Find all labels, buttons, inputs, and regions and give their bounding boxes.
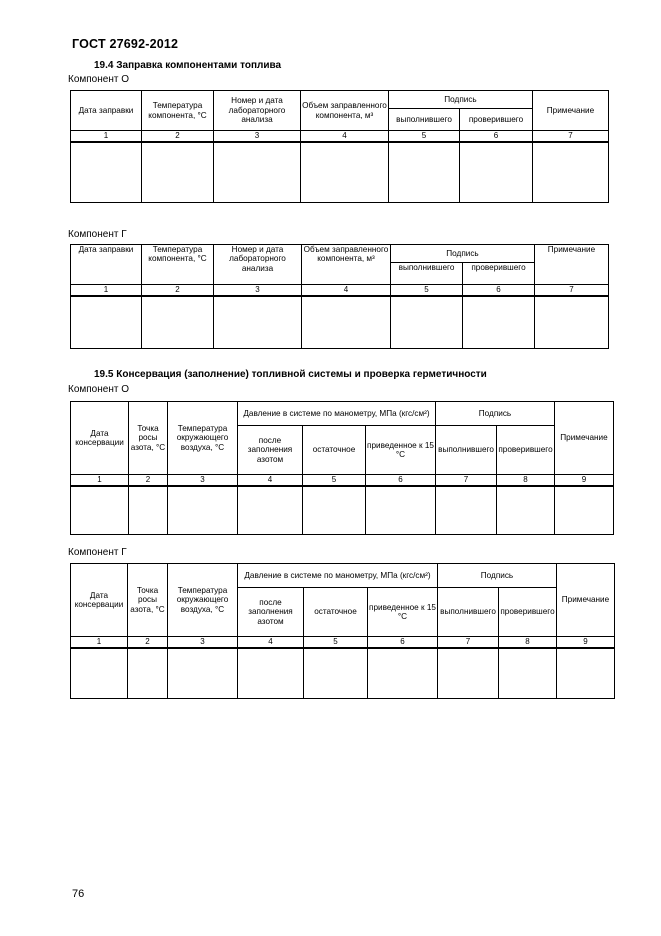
entry-cell[interactable] [389,142,460,202]
entry-cell[interactable] [438,648,499,698]
col-number: 3 [168,637,238,649]
table-row [71,142,609,202]
col-number: 2 [142,285,214,297]
entry-cell[interactable] [214,142,301,202]
col-number: 6 [463,285,535,297]
col-number: 5 [303,475,366,487]
entry-cell[interactable] [368,648,438,698]
table-row [71,296,609,348]
entry-cell[interactable] [533,142,609,202]
section-19-4-title: 19.4 Заправка компонентами топлива [94,60,282,71]
col-header-residual: остаточное [303,426,366,475]
col-header-volume: Объем заправленного компонента, м³ [302,245,391,285]
entry-cell[interactable] [301,142,389,202]
col-number: 8 [499,637,557,649]
col-header-signature: Подпись [438,564,557,588]
col-header-signature: Подпись [391,245,535,263]
col-header-temperature: Температура компонента, °С [142,91,214,131]
col-header-note: Примечание [557,564,615,637]
col-number: 4 [302,285,391,297]
entry-cell[interactable] [391,296,463,348]
col-header-after-fill: после заполнения азотом [238,426,303,475]
col-header-ambient-temp: Температура окружающего воздуха, °С [168,564,238,637]
component-o-label-2: Компонент О [68,384,129,395]
col-number: 5 [304,637,368,649]
col-number: 3 [168,475,238,487]
entry-cell[interactable] [499,648,557,698]
entry-cell[interactable] [238,486,303,534]
col-number: 7 [436,475,497,487]
entry-cell[interactable] [129,486,168,534]
col-number: 4 [238,475,303,487]
col-number: 7 [535,285,609,297]
section-19-5-title: 19.5 Консервация (заполнение) топливной системы и проверка герметичности [94,369,487,380]
col-number: 3 [214,131,301,143]
col-header-note: Примечание [535,245,609,285]
col-number: 1 [71,131,142,143]
entry-cell[interactable] [303,486,366,534]
entry-cell[interactable] [142,296,214,348]
col-number: 6 [460,131,533,143]
col-number: 5 [389,131,460,143]
page-number: 76 [72,888,85,900]
col-header-checker: проверившего [460,109,533,131]
col-number: 2 [129,475,168,487]
col-number: 6 [368,637,438,649]
col-number: 2 [128,637,168,649]
col-header-analysis: Номер и дата лабораторного анализа [214,91,301,131]
col-number: 5 [391,285,463,297]
col-number: 2 [142,131,214,143]
col-header-pressure: Давление в системе по манометру, МПа (кгс/см²) [238,402,436,426]
entry-cell[interactable] [304,648,368,698]
col-header-analysis: Номер и дата лабораторного анализа [214,245,302,285]
entry-cell[interactable] [366,486,436,534]
col-header-performer: выполнившего [438,588,499,637]
entry-cell[interactable] [71,142,142,202]
table-row [71,648,615,698]
col-header-temperature: Температура компонента, °С [142,245,214,285]
table-row [71,486,614,534]
col-header-checker: проверившего [463,263,535,285]
col-header-checker: проверившего [499,588,557,637]
entry-cell[interactable] [460,142,533,202]
col-header-performer: выполнившего [389,109,460,131]
entry-cell[interactable] [238,648,304,698]
col-header-date: Дата заправки [71,91,142,131]
col-header-date: Дата консервации [71,402,129,475]
entry-cell[interactable] [302,296,391,348]
document-code: ГОСТ 27692-2012 [72,37,179,51]
col-header-date: Дата заправки [71,245,142,285]
col-header-dew-point: Точка росы азота, °С [128,564,168,637]
col-header-ambient-temp: Температура окружающего воздуха, °С [168,402,238,475]
entry-cell[interactable] [463,296,535,348]
col-header-pressure: Давление в системе по манометру, МПа (кгс/см²) [238,564,438,588]
entry-cell[interactable] [497,486,555,534]
entry-cell[interactable] [168,486,238,534]
col-header-performer: выполнившего [391,263,463,285]
col-header-after-fill: после заполнения азотом [238,588,304,637]
col-header-dew-point: Точка росы азота, °С [129,402,168,475]
col-number: 8 [497,475,555,487]
preservation-table-component-o [70,401,614,535]
col-header-residual: остаточное [304,588,368,637]
entry-cell[interactable] [168,648,238,698]
col-header-signature: Подпись [389,91,533,109]
col-header-note: Примечание [555,402,614,475]
col-number: 3 [214,285,302,297]
entry-cell[interactable] [557,648,615,698]
refuel-table-component-o [70,90,609,203]
preservation-table-component-g [70,563,615,699]
entry-cell[interactable] [535,296,609,348]
refuel-table-component-g [70,244,609,349]
col-header-date: Дата консервации [71,564,128,637]
entry-cell[interactable] [71,296,142,348]
col-number: 9 [555,475,614,487]
entry-cell[interactable] [214,296,302,348]
col-number: 7 [533,131,609,143]
entry-cell[interactable] [436,486,497,534]
col-header-note: Примечание [533,91,609,131]
component-o-label-1: Компонент О [68,74,129,85]
entry-cell[interactable] [128,648,168,698]
col-number: 7 [438,637,499,649]
col-number: 1 [71,475,129,487]
entry-cell[interactable] [71,486,129,534]
col-number: 9 [557,637,615,649]
col-number: 1 [71,637,128,649]
col-number: 6 [366,475,436,487]
col-header-signature: Подпись [436,402,555,426]
col-number: 1 [71,285,142,297]
component-g-label-1: Компонент Г [68,229,127,240]
col-header-checker: проверившего [497,426,555,475]
component-g-label-2: Компонент Г [68,547,127,558]
col-header-performer: выполнившего [436,426,497,475]
col-header-reduced: приведенное к 15 °С [368,588,438,637]
entry-cell[interactable] [71,648,128,698]
col-number: 4 [301,131,389,143]
col-number: 4 [238,637,304,649]
col-header-reduced: приведенное к 15 °С [366,426,436,475]
entry-cell[interactable] [555,486,614,534]
entry-cell[interactable] [142,142,214,202]
col-header-volume: Объем заправленного компонента, м³ [301,91,389,131]
